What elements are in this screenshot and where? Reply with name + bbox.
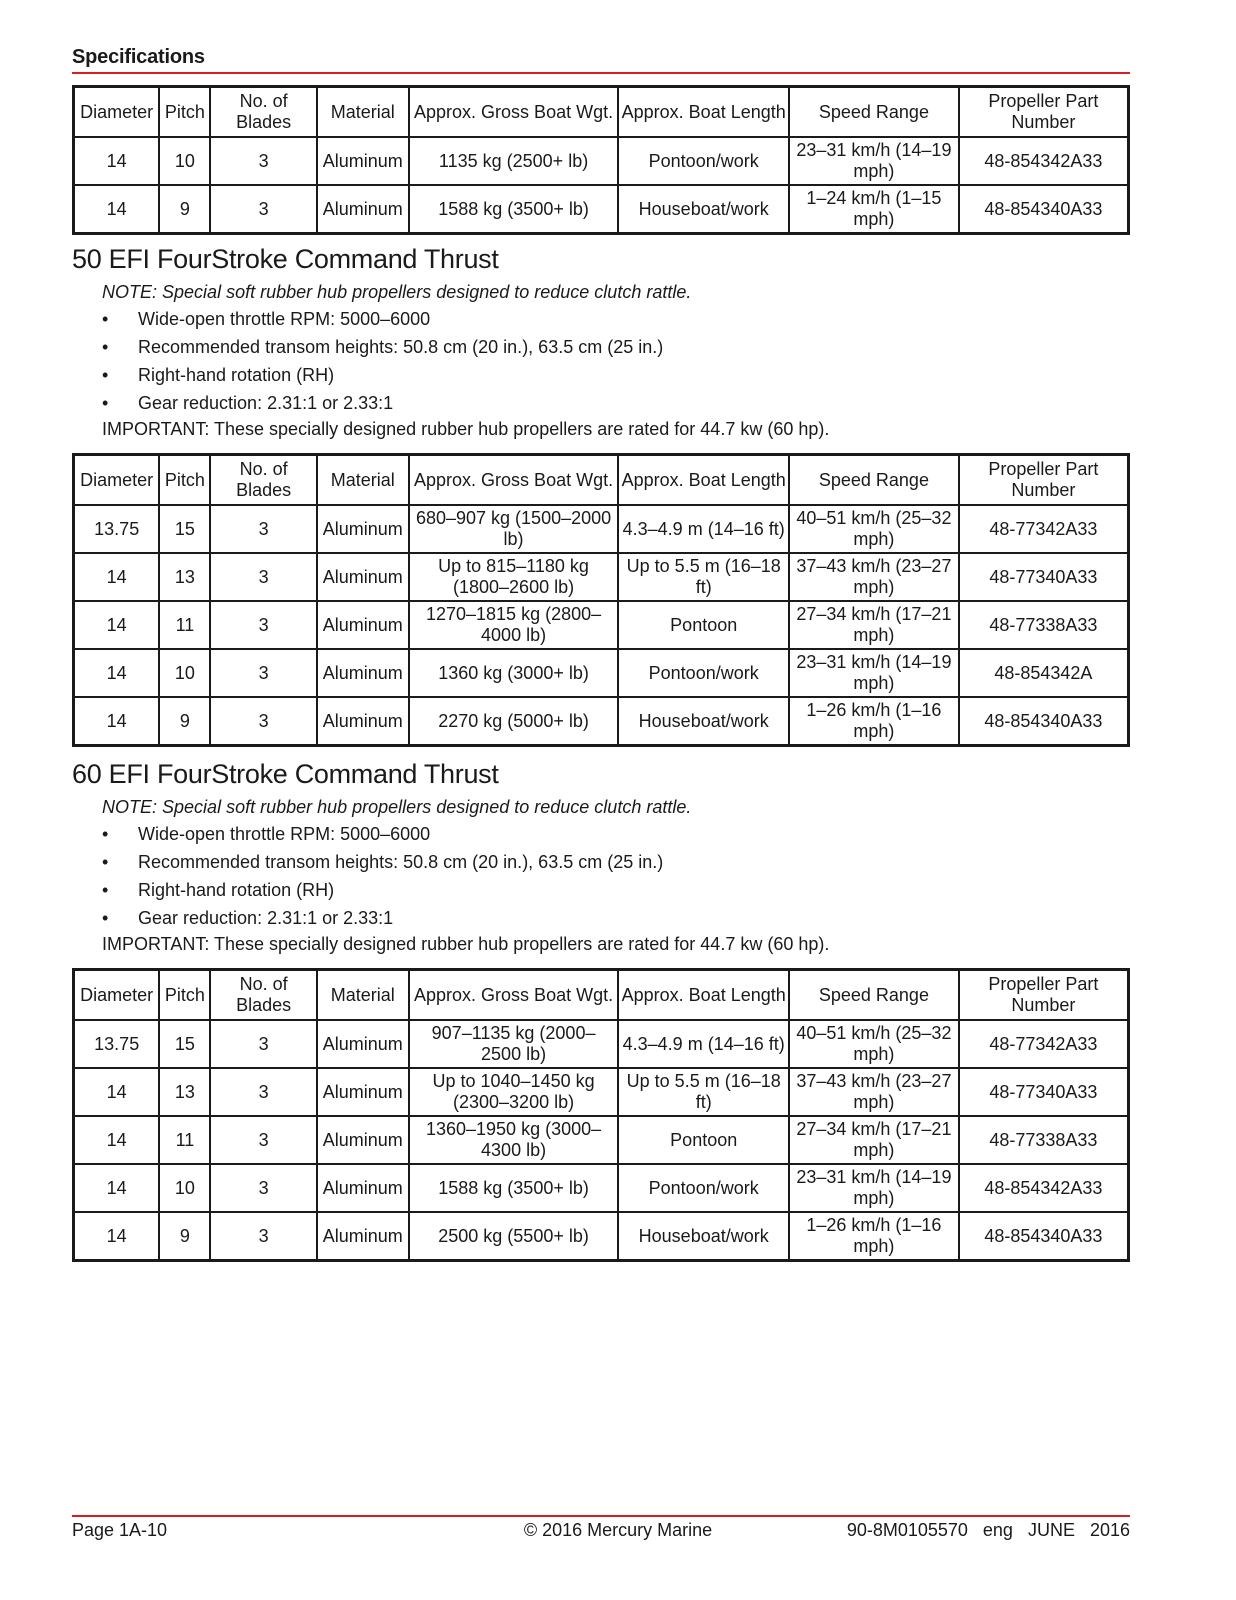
table-row: [74, 1020, 1129, 1068]
cell-pitch: 10: [159, 137, 210, 185]
table-row: [74, 1164, 1129, 1212]
cell-part-number: 48-854340A33: [959, 185, 1129, 234]
bullet-icon: •: [102, 337, 109, 357]
bullet-list-60: [102, 820, 663, 932]
footer-doc-id: 90-8M0105570 eng JUNE 2016: [846, 1520, 1130, 1540]
table-row: [74, 601, 1129, 649]
cell-part-number: 48-854342A33: [959, 1164, 1129, 1212]
section-title-60: 60 EFI FourStroke Command Thrust: [72, 759, 499, 789]
bullet-text: Recommended transom heights: 50.8 cm (20 in.), 63.5 cm (25 in.): [138, 337, 664, 357]
section-title-50: 50 EFI FourStroke Command Thrust: [72, 244, 499, 274]
note-text: Special soft rubber hub propellers designed to reduce clutch rattle.: [162, 797, 692, 817]
table-row: [74, 505, 1129, 553]
cell-pitch: 9: [159, 1212, 210, 1261]
bullet-list-50: [102, 305, 663, 417]
list-item: [102, 333, 663, 361]
note-label: NOTE:: [102, 797, 158, 817]
cell-part-number: 48-77338A33: [959, 1116, 1129, 1164]
cell-diameter: 14: [74, 601, 160, 649]
cell-material: Aluminum: [317, 1212, 409, 1261]
cell-boat-length: 4.3–4.9 m (14–16 ft): [618, 1020, 789, 1068]
cell-part-number: 48-854340A33: [959, 697, 1129, 746]
table-row: [74, 1068, 1129, 1116]
spec-table-1: [72, 85, 1130, 235]
bullet-icon: •: [102, 824, 109, 844]
column-header-diameter: Diameter: [74, 970, 160, 1021]
cell-speed-range: 27–34 km/h (17–21 mph): [789, 601, 959, 649]
column-header-material: Material: [317, 970, 409, 1021]
cell-part-number: 48-854340A33: [959, 1212, 1129, 1261]
cell-part-number: 48-854342A: [959, 649, 1129, 697]
cell-gross-weight: 2270 kg (5000+ lb): [409, 697, 619, 746]
cell-boat-length: Houseboat/work: [618, 185, 789, 234]
important-50: IMPORTANT: These specially designed rubber hub propellers are rated for 44.7 kw (60 hp).: [102, 419, 830, 439]
cell-pitch: 11: [159, 601, 210, 649]
cell-speed-range: 40–51 km/h (25–32 mph): [789, 1020, 959, 1068]
column-header-speed-range: Speed Range: [789, 455, 959, 506]
bullet-text: Right-hand rotation (RH): [138, 365, 335, 385]
cell-gross-weight: 907–1135 kg (2000–2500 lb): [409, 1020, 619, 1068]
important-60: IMPORTANT: These specially designed rubber hub propellers are rated for 44.7 kw (60 hp).: [102, 934, 830, 954]
column-header-material: Material: [317, 87, 409, 138]
column-header-part-number: Propeller Part Number: [959, 970, 1129, 1021]
list-item: [102, 876, 663, 904]
cell-pitch: 13: [159, 553, 210, 601]
cell-material: Aluminum: [317, 505, 409, 553]
cell-blades: 3: [210, 649, 316, 697]
page-header-title: Specifications: [72, 46, 205, 68]
table-row: [74, 697, 1129, 746]
bullet-icon: •: [102, 880, 109, 900]
bullet-text: Gear reduction: 2.31:1 or 2.33:1: [138, 393, 394, 413]
cell-pitch: 15: [159, 1020, 210, 1068]
column-header-speed-range: Speed Range: [789, 970, 959, 1021]
list-item: [102, 904, 663, 932]
cell-diameter: 14: [74, 1212, 160, 1261]
table-row: [74, 1116, 1129, 1164]
cell-boat-length: Pontoon/work: [618, 649, 789, 697]
cell-part-number: 48-77340A33: [959, 553, 1129, 601]
cell-pitch: 13: [159, 1068, 210, 1116]
cell-boat-length: Pontoon/work: [618, 137, 789, 185]
column-header-boat-length: Approx. Boat Length: [618, 455, 789, 506]
cell-gross-weight: 1135 kg (2500+ lb): [409, 137, 619, 185]
footer-rule: [72, 1515, 1130, 1517]
table-row: [74, 1212, 1129, 1261]
cell-diameter: 14: [74, 697, 160, 746]
cell-blades: 3: [210, 601, 316, 649]
footer-page-number: Page 1A-10: [72, 1520, 168, 1540]
cell-boat-length: 4.3–4.9 m (14–16 ft): [618, 505, 789, 553]
column-header-blades: No. of Blades: [210, 87, 316, 138]
cell-speed-range: 23–31 km/h (14–19 mph): [789, 137, 959, 185]
column-header-gross-weight: Approx. Gross Boat Wgt.: [409, 87, 619, 138]
cell-blades: 3: [210, 185, 316, 234]
column-header-diameter: Diameter: [74, 455, 160, 506]
header-rule: [72, 72, 1130, 74]
cell-material: Aluminum: [317, 1164, 409, 1212]
cell-diameter: 14: [74, 649, 160, 697]
bullet-text: Right-hand rotation (RH): [138, 880, 335, 900]
list-item: [102, 305, 663, 333]
cell-material: Aluminum: [317, 1020, 409, 1068]
note-text: Special soft rubber hub propellers designed to reduce clutch rattle.: [162, 282, 692, 302]
cell-material: Aluminum: [317, 649, 409, 697]
cell-part-number: 48-854342A33: [959, 137, 1129, 185]
cell-blades: 3: [210, 1116, 316, 1164]
table-header-row: [74, 970, 1129, 1021]
cell-speed-range: 23–31 km/h (14–19 mph): [789, 1164, 959, 1212]
cell-pitch: 9: [159, 185, 210, 234]
cell-pitch: 10: [159, 649, 210, 697]
table-row: [74, 137, 1129, 185]
column-header-part-number: Propeller Part Number: [959, 455, 1129, 506]
cell-pitch: 11: [159, 1116, 210, 1164]
cell-diameter: 14: [74, 1068, 160, 1116]
table-row: [74, 649, 1129, 697]
cell-diameter: 14: [74, 553, 160, 601]
cell-speed-range: 23–31 km/h (14–19 mph): [789, 649, 959, 697]
cell-speed-range: 1–26 km/h (1–16 mph): [789, 697, 959, 746]
cell-gross-weight: Up to 1040–1450 kg (2300–3200 lb): [409, 1068, 619, 1116]
cell-speed-range: 37–43 km/h (23–27 mph): [789, 1068, 959, 1116]
cell-diameter: 13.75: [74, 1020, 160, 1068]
bullet-icon: •: [102, 309, 109, 329]
cell-material: Aluminum: [317, 697, 409, 746]
cell-gross-weight: 2500 kg (5500+ lb): [409, 1212, 619, 1261]
cell-blades: 3: [210, 505, 316, 553]
bullet-icon: •: [102, 365, 109, 385]
cell-boat-length: Pontoon: [618, 601, 789, 649]
bullet-text: Wide-open throttle RPM: 5000–6000: [138, 309, 431, 329]
column-header-speed-range: Speed Range: [789, 87, 959, 138]
cell-diameter: 14: [74, 1164, 160, 1212]
list-item: [102, 820, 663, 848]
bullet-text: Wide-open throttle RPM: 5000–6000: [138, 824, 431, 844]
footer-copyright: © 2016 Mercury Marine: [523, 1520, 713, 1540]
cell-material: Aluminum: [317, 601, 409, 649]
bullet-text: Gear reduction: 2.31:1 or 2.33:1: [138, 908, 394, 928]
note-label: NOTE:: [102, 282, 158, 302]
cell-gross-weight: Up to 815–1180 kg (1800–2600 lb): [409, 553, 619, 601]
cell-diameter: 14: [74, 1116, 160, 1164]
table-row: [74, 553, 1129, 601]
cell-part-number: 48-77338A33: [959, 601, 1129, 649]
column-header-diameter: Diameter: [74, 87, 160, 138]
cell-boat-length: Houseboat/work: [618, 1212, 789, 1261]
cell-pitch: 10: [159, 1164, 210, 1212]
cell-blades: 3: [210, 1020, 316, 1068]
bullet-text: Recommended transom heights: 50.8 cm (20 in.), 63.5 cm (25 in.): [138, 852, 664, 872]
list-item: [102, 848, 663, 876]
cell-material: Aluminum: [317, 1116, 409, 1164]
spec-table-50: [72, 453, 1130, 747]
column-header-gross-weight: Approx. Gross Boat Wgt.: [409, 970, 619, 1021]
cell-speed-range: 1–24 km/h (1–15 mph): [789, 185, 959, 234]
cell-boat-length: Pontoon: [618, 1116, 789, 1164]
cell-gross-weight: 1588 kg (3500+ lb): [409, 185, 619, 234]
cell-blades: 3: [210, 1068, 316, 1116]
note-60: [102, 797, 691, 818]
column-header-blades: No. of Blades: [210, 455, 316, 506]
bullet-icon: •: [102, 908, 109, 928]
column-header-boat-length: Approx. Boat Length: [618, 87, 789, 138]
cell-material: Aluminum: [317, 185, 409, 234]
cell-diameter: 14: [74, 185, 160, 234]
column-header-boat-length: Approx. Boat Length: [618, 970, 789, 1021]
cell-speed-range: 27–34 km/h (17–21 mph): [789, 1116, 959, 1164]
column-header-pitch: Pitch: [159, 87, 210, 138]
cell-speed-range: 40–51 km/h (25–32 mph): [789, 505, 959, 553]
cell-blades: 3: [210, 697, 316, 746]
cell-gross-weight: 1588 kg (3500+ lb): [409, 1164, 619, 1212]
cell-blades: 3: [210, 553, 316, 601]
cell-gross-weight: 1360 kg (3000+ lb): [409, 649, 619, 697]
list-item: [102, 389, 663, 417]
cell-blades: 3: [210, 1164, 316, 1212]
column-header-pitch: Pitch: [159, 455, 210, 506]
cell-boat-length: Up to 5.5 m (16–18 ft): [618, 1068, 789, 1116]
cell-diameter: 14: [74, 137, 160, 185]
cell-boat-length: Houseboat/work: [618, 697, 789, 746]
cell-part-number: 48-77342A33: [959, 505, 1129, 553]
cell-pitch: 15: [159, 505, 210, 553]
column-header-material: Material: [317, 455, 409, 506]
cell-material: Aluminum: [317, 137, 409, 185]
cell-blades: 3: [210, 137, 316, 185]
bullet-icon: •: [102, 393, 109, 413]
column-header-blades: No. of Blades: [210, 970, 316, 1021]
cell-part-number: 48-77340A33: [959, 1068, 1129, 1116]
table-header-row: [74, 87, 1129, 138]
cell-gross-weight: 1270–1815 kg (2800–4000 lb): [409, 601, 619, 649]
cell-speed-range: 37–43 km/h (23–27 mph): [789, 553, 959, 601]
table-row: [74, 185, 1129, 234]
cell-pitch: 9: [159, 697, 210, 746]
bullet-icon: •: [102, 852, 109, 872]
cell-boat-length: Pontoon/work: [618, 1164, 789, 1212]
cell-gross-weight: 1360–1950 kg (3000–4300 lb): [409, 1116, 619, 1164]
column-header-gross-weight: Approx. Gross Boat Wgt.: [409, 455, 619, 506]
table-header-row: [74, 455, 1129, 506]
column-header-pitch: Pitch: [159, 970, 210, 1021]
note-50: [102, 282, 691, 303]
cell-speed-range: 1–26 km/h (1–16 mph): [789, 1212, 959, 1261]
cell-blades: 3: [210, 1212, 316, 1261]
spec-table-60: [72, 968, 1130, 1262]
cell-diameter: 13.75: [74, 505, 160, 553]
list-item: [102, 361, 663, 389]
column-header-part-number: Propeller Part Number: [959, 87, 1129, 138]
cell-material: Aluminum: [317, 1068, 409, 1116]
cell-material: Aluminum: [317, 553, 409, 601]
cell-part-number: 48-77342A33: [959, 1020, 1129, 1068]
cell-gross-weight: 680–907 kg (1500–2000 lb): [409, 505, 619, 553]
cell-boat-length: Up to 5.5 m (16–18 ft): [618, 553, 789, 601]
